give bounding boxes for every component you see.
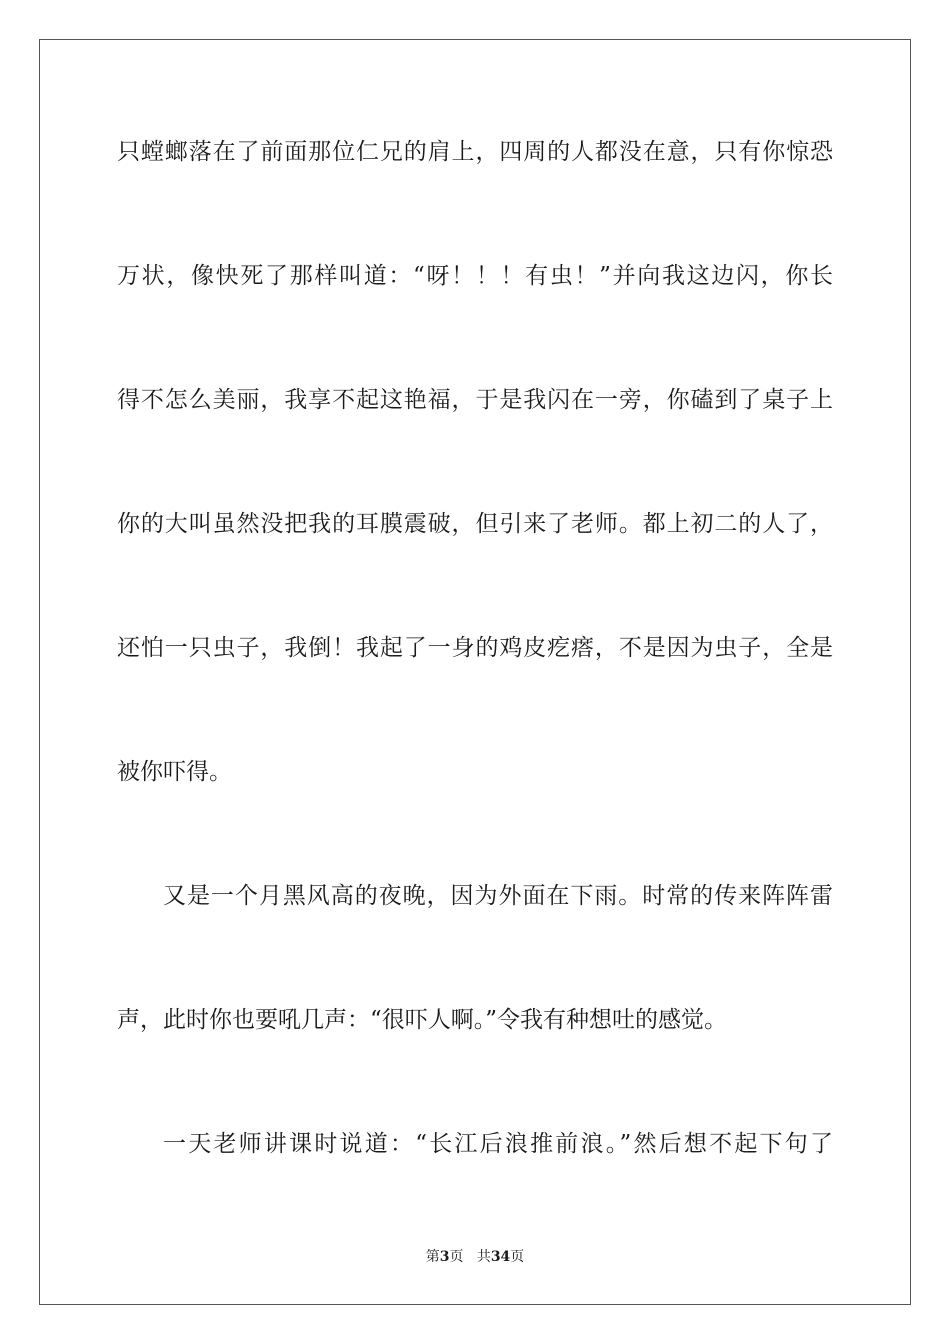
paragraph-2-line-1: 又是一个月黑风高的夜晚，因为外面在下雨。时常的传来阵阵雷 (163, 883, 833, 909)
page-suffix: 页 (449, 1249, 464, 1265)
total-suffix: 页 (510, 1249, 525, 1265)
page-border (39, 39, 911, 1305)
text-line-5: 还怕一只虫子，我倒！我起了一身的鸡皮疙瘩，不是因为虫子，全是 (117, 635, 833, 661)
paragraph-2-line-2: 声，此时你也要吼几声：“很吓人啊。”令我有种想吐的感觉。 (117, 1007, 728, 1033)
total-pages: 34 (490, 1249, 511, 1265)
page-prefix: 第 (425, 1249, 440, 1265)
page-number: 3 (439, 1249, 450, 1265)
paragraph-3-line-1: 一天老师讲课时说道：“长江后浪推前浪。”然后想不起下句了 (163, 1131, 833, 1157)
text-line-2: 万状，像快死了那样叫道：“呀！！！有虫！”并向我这边闪，你长 (117, 263, 833, 289)
text-line-6: 被你吓得。 (117, 759, 232, 785)
text-line-3: 得不怎么美丽，我享不起这艳福，于是我闪在一旁，你磕到了桌子上 (117, 387, 833, 413)
page-footer (0, 1248, 950, 1266)
text-line-1: 只螳螂落在了前面那位仁兄的肩上，四周的人都没在意，只有你惊恐 (117, 139, 833, 165)
total-prefix: 共 (476, 1249, 491, 1265)
text-line-4: 你的大叫虽然没把我的耳膜震破，但引来了老师。都上初二的人了， (117, 511, 833, 537)
